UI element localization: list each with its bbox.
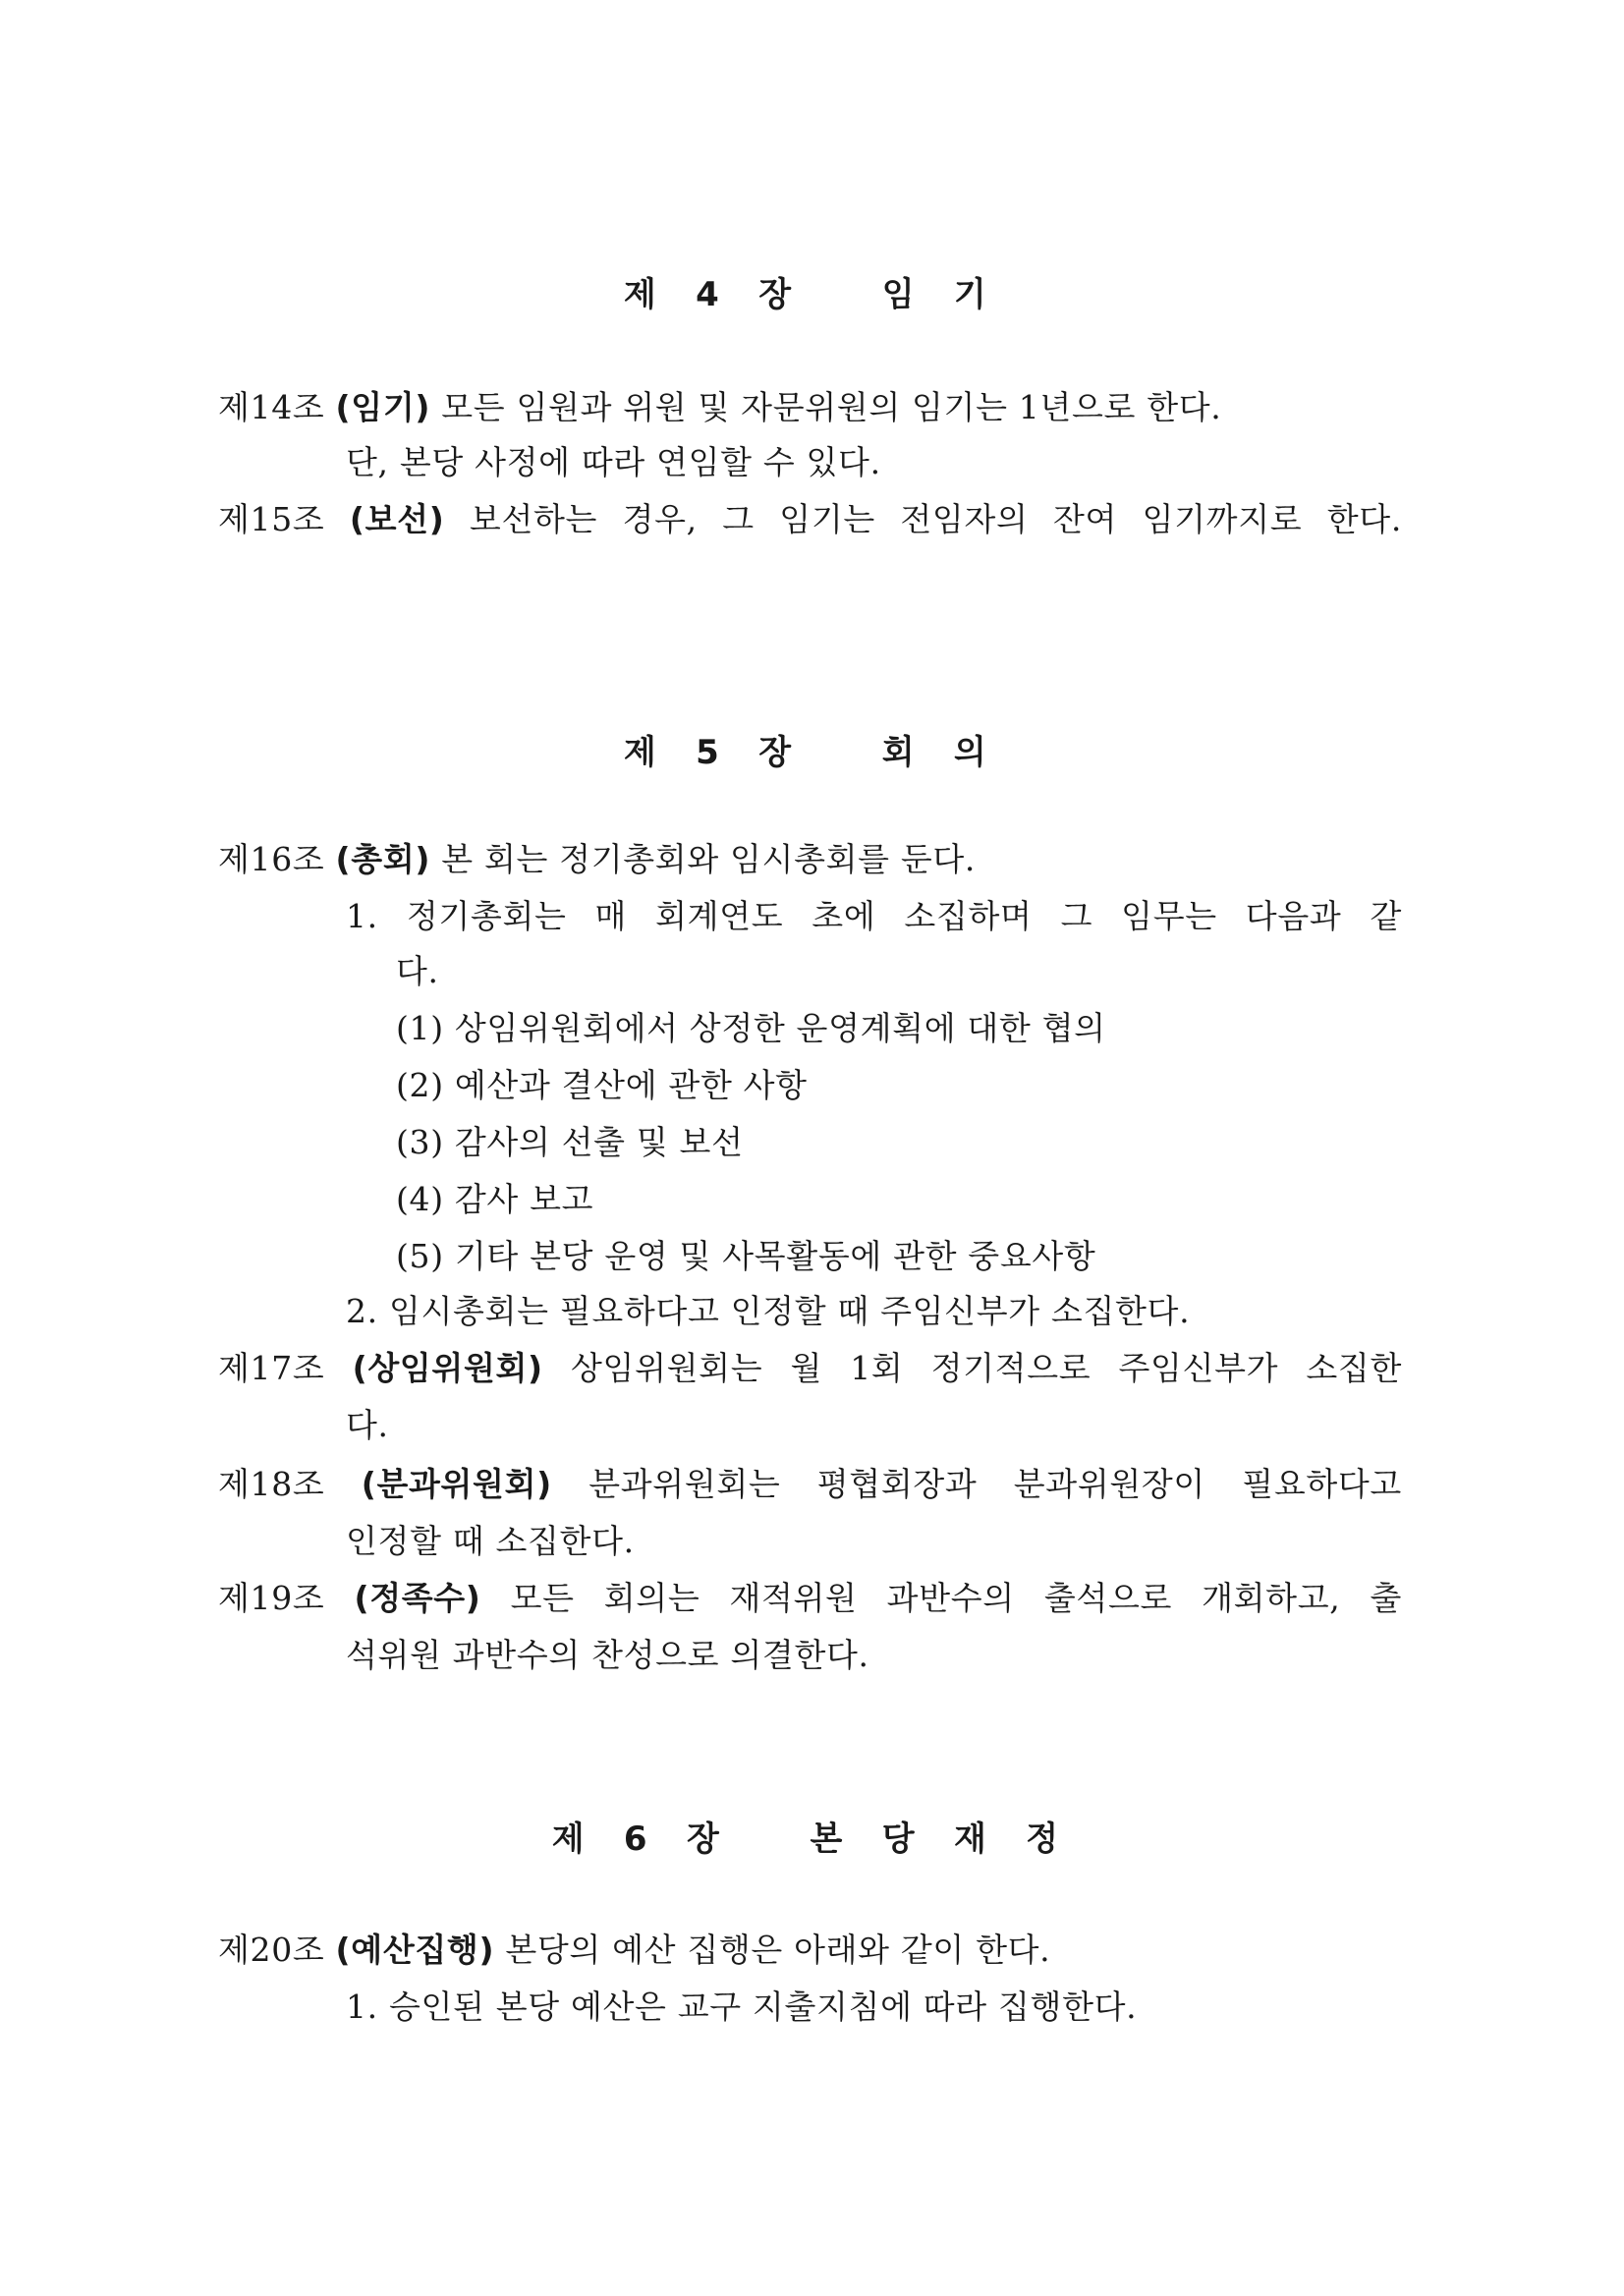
- chapter-heading: 제 4 장 임 기: [623, 275, 1001, 314]
- chapter-heading: 제 6 장 본 당 재 정: [551, 1820, 1073, 1859]
- sub-item: (4) 감사 보고: [396, 1180, 594, 1218]
- article-item: 2. 임시총회는 필요하다고 인정할 때 주임신부가 소집한다.: [346, 1292, 1191, 1330]
- article-title: (임기): [335, 388, 431, 426]
- article-item: 1. 승인된 본당 예산은 교구 지출지침에 따라 집행한다.: [346, 1988, 1138, 2026]
- article-number: 제14조: [218, 388, 325, 426]
- article-text: 모든 회의는 재적위원 과반수의 출석으로 개회하고, 출: [510, 1579, 1402, 1617]
- article-17: [218, 1346, 1402, 1391]
- article-number: 제18조: [218, 1465, 325, 1503]
- article-15: [218, 497, 1402, 542]
- article-number: 제17조: [218, 1349, 325, 1387]
- article-title: (총회): [335, 840, 431, 878]
- article-title: (보선): [349, 500, 445, 538]
- article-title: (상임위원회): [352, 1349, 543, 1387]
- article-number: 제15조: [218, 500, 325, 538]
- sub-item: (1) 상임위원회에서 상정한 운영계획에 대한 협의: [396, 1009, 1106, 1047]
- article-number: 제19조: [218, 1579, 325, 1617]
- article-14: [218, 385, 1402, 430]
- article-text: 상임위원회는 월 1회 정기적으로 주임신부가 소집한: [571, 1349, 1403, 1387]
- article-text: 분과위원회는 평협회장과 분과위원장이 필요하다고: [588, 1465, 1402, 1503]
- article-title: (정족수): [354, 1579, 481, 1617]
- sub-item: (2) 예산과 결산에 관한 사항: [396, 1066, 808, 1104]
- article-16: [218, 837, 1402, 882]
- article-number: 제20조: [218, 1931, 325, 1969]
- article-title: (예산집행): [335, 1931, 495, 1969]
- article-number: 제16조: [218, 840, 325, 878]
- article-18: [218, 1462, 1402, 1507]
- article-19: [218, 1576, 1402, 1621]
- article-title: (분과위원회): [361, 1465, 552, 1503]
- article-text: 본 회는 정기총회와 임시총회를 둔다.: [441, 840, 977, 878]
- sub-item: (3) 감사의 선출 및 보선: [396, 1123, 744, 1161]
- article-item-continuation: 다.: [396, 952, 439, 990]
- article-continuation: 인정할 때 소집한다.: [346, 1522, 635, 1560]
- article-text: 보선하는 경우, 그 임기는 전임자의 잔여 임기까지로 한다.: [469, 500, 1402, 538]
- article-continuation: 다.: [346, 1406, 389, 1444]
- article-text: 모든 임원과 위원 및 자문위원의 임기는 1년으로 한다.: [441, 388, 1222, 426]
- sub-item: (5) 기타 본당 운영 및 사목활동에 관한 중요사항: [396, 1237, 1096, 1275]
- article-continuation: 석위원 과반수의 찬성으로 의결한다.: [346, 1636, 869, 1674]
- article-20: [218, 1928, 1402, 1973]
- article-item: 1. 정기총회는 매 회계연도 초에 소집하며 그 임무는 다음과 같: [346, 897, 1402, 935]
- article-continuation: 단, 본당 사정에 따라 연임할 수 있다.: [346, 443, 881, 481]
- article-text: 본당의 예산 집행은 아래와 같이 한다.: [505, 1931, 1051, 1969]
- chapter-heading: 제 5 장 회 의: [623, 733, 1001, 772]
